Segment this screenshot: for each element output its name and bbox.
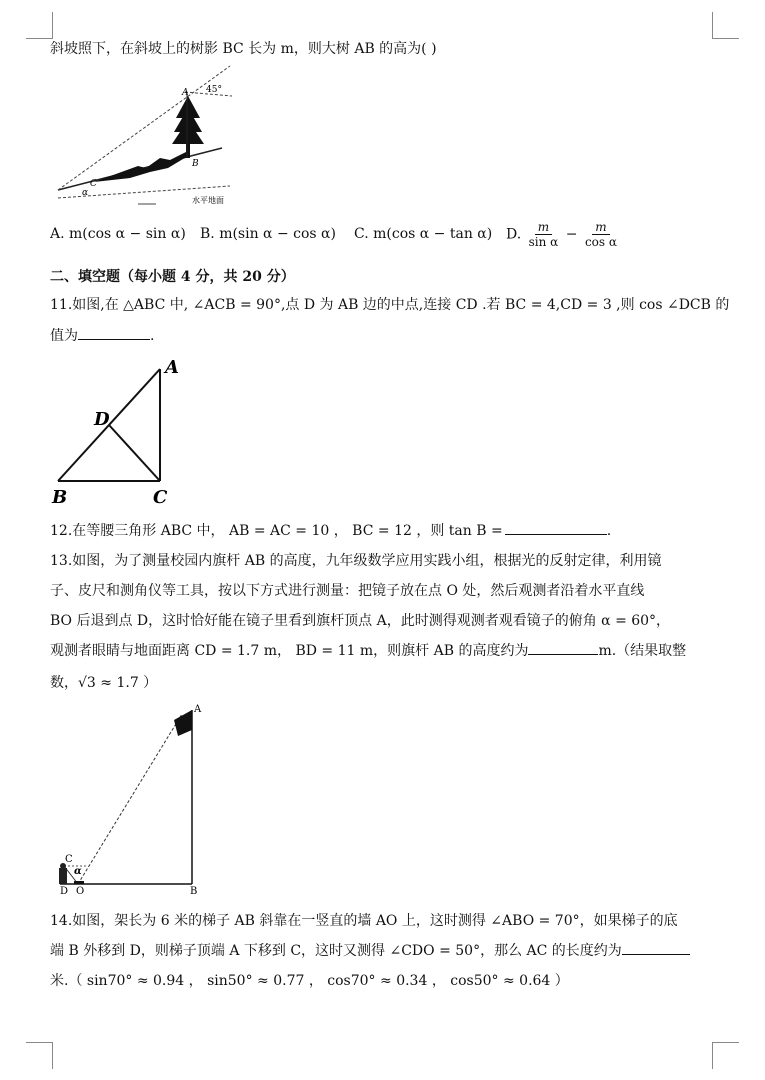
- q10-option-b: B. m(sin α − cos α): [200, 226, 336, 242]
- label-alpha: α: [82, 188, 89, 198]
- label-A: A: [165, 357, 179, 378]
- q12-text: 12.在等腰三角形 ABC 中， AB = AC = 10 ， BC = 12 ，则 tan B = .: [50, 523, 612, 539]
- q10-option-c: C. m(cos α − tan α): [354, 226, 493, 242]
- label-D: D: [60, 886, 69, 897]
- shadow: [94, 152, 188, 182]
- label-A: A: [182, 88, 189, 98]
- label-C: C: [90, 179, 97, 189]
- q13-line5: 数，√3 ≈ 1.7 ）: [50, 675, 158, 691]
- q14-answer-blank: [622, 942, 690, 955]
- q10-option-d: D. $\frac{m}{\text{sin α}}$ − $\frac{m}{\text{cos α}}$: [506, 220, 617, 249]
- q10-stem: 斜坡照下，在斜坡上的树影 BC 长为 m，则大树 AB 的高为( ): [50, 41, 437, 57]
- corner-mark-top-right: [712, 12, 739, 39]
- q13-line4: 观测者眼睛与地面距离 CD = 1.7 m， BD = 11 m，则旗杆 AB 的高度约为 m.（结果取整: [50, 643, 687, 659]
- q13-figure: [50, 700, 220, 900]
- q11-line2: 值为 .: [50, 328, 155, 344]
- mirror-icon: [74, 881, 84, 884]
- q13-line3: BO 后退到点 D，这时恰好能在镜子里看到旗杆顶点 A，此时测得观测者观看镜子的俯角 α = 60°，: [50, 613, 671, 629]
- q13-line1: 13.如图，为了测量校园内旗杆 AB 的高度，九年级数学应用实践小组，根据光的反射定律，利用镜: [50, 553, 662, 569]
- q14-line3: 米.（ sin70° ≈ 0.94 ， sin50° ≈ 0.77 ， cos70° ≈ 0.34 ， cos50° ≈ 0.64 ）: [50, 973, 569, 989]
- q14-line1: 14.如图，架长为 6 米的梯子 AB 斜靠在一竖直的墙 AO 上，这时测得 ∠ABO = 70°，如果梯子的底: [50, 913, 678, 929]
- q10-option-a: A. m(cos α − sin α): [50, 226, 186, 242]
- label-A: A: [194, 704, 202, 715]
- q11-line1: 11.如图,在 △ABC 中, ∠ACB = 90°,点 D 为 AB 边的中点,连接 CD .若 BC = 4,CD = 3 ,则 cos ∠DCB 的: [50, 297, 730, 313]
- corner-mark-bottom-right: [712, 1042, 739, 1069]
- label-alpha: α: [74, 866, 82, 877]
- q14-line2: 端 B 外移到 D，则梯子顶端 A 下移到 C，这时又测得 ∠CDO = 50°，那么 AC 的长度约为: [50, 942, 690, 960]
- label-45: 45°: [206, 85, 222, 95]
- label-B: B: [52, 487, 68, 508]
- label-C: C: [65, 854, 73, 865]
- tree-icon: [172, 96, 204, 158]
- q11-answer-blank: [78, 327, 150, 340]
- label-B: B: [190, 886, 198, 897]
- q13-answer-blank: [528, 642, 598, 655]
- label-B: B: [192, 159, 199, 169]
- observer-icon: [59, 863, 67, 884]
- q10-figure: [50, 62, 240, 210]
- section-title: 二、填空题（每小题 4 分，共 20 分）: [50, 269, 295, 285]
- flag-icon: [174, 710, 192, 736]
- corner-mark-bottom-left: [26, 1042, 53, 1069]
- q12-answer-blank: [505, 522, 607, 535]
- label-O: O: [76, 886, 85, 897]
- corner-mark-top-left: [26, 12, 53, 39]
- q11-figure: [50, 355, 190, 510]
- label-D: D: [94, 409, 110, 430]
- q13-line2: 子、皮尺和测角仪等工具，按以下方式进行测量：把镜子放在点 O 处，然后观测者沿着水平直线: [50, 583, 645, 599]
- label-ground: 水平地面: [192, 196, 224, 205]
- label-C: C: [153, 487, 168, 508]
